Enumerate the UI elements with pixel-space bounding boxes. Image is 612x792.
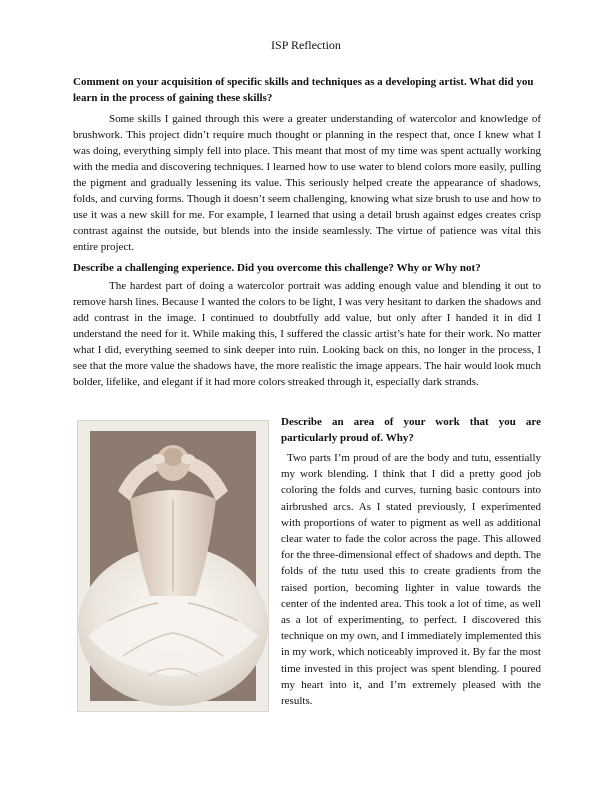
answer-1: Some skills I gained through this were a greater understanding of watercolor and knowledge of brushwork. This project didn’t require much thought or planning in the respect that, once I knew what I was doing, everything simply fell into place. This meant that most of my time was spent actually working with the media and discovering techniques. I learned how to use water to blend colors more easily, pulling the pigment and gradually lessening its value. This seriously helped create the appearance of shadows, folds, and curving forms. Though it doesn’t seem challenging, knowing what size brush to use and how to use it was a new skill for me. For example, I learned that using a detail brush against edges creates crisp contrast against the outside, but blends into the inside seamlessly. The virtue of patience was vital this entire project. — [73, 113, 541, 253]
question-3: Describe an area of your work that you are particularly proud of. Why? — [281, 416, 541, 445]
ballerina-painting — [78, 421, 268, 711]
answer-2: The hardest part of doing a watercolor portrait was adding enough value and blending it out to remove harsh lines. Because I wanted the colors to be light, I was very hesitant to darken the shadows and add contrast in the image. I continued to doubtfully add value, but only after I handed it in did I understand the need for it. While making this, I suffered the classic artist’s hate for their work. No matter what I did, everything seemed to sink deeper into ruin. Looking back on this, no longer in the process, I see that the more value the shadows have, the more realistic the image appears. The hair would look much bolder, lifelike, and elegant if it had more colors streaked through it, especially dark strands. — [73, 280, 541, 388]
page-title: ISP Reflection — [271, 38, 341, 52]
answer-3: Two parts I’m proud of are the body and tutu, essentially my work blending. I think that I did a pretty good job coloring the folds and curves, turning basic contours into airbrushed arcs. As I stated previously, I experimented with proportions of water to pigment as well as additional clear water to fade the color across the page. This allowed for the three-dimensional effect of shadows and depth. The folds of the tutu used this to create gradients from the raised portion, becoming lighter in value towards the center of the indented area. This took a lot of time, as well as a lot of experimenting, to perfect. I discovered this technique on my own, and I immediately implemented this in my work, which noticeably improved it. By far the most time invested in this project was spent blending. I poured my heart into it, and I’m extremely pleased with the results. — [281, 452, 541, 708]
ballerina-watercolor-image — [77, 420, 269, 712]
question-2: Describe a challenging experience. Did you overcome this challenge? Why or Why not? — [73, 262, 481, 274]
question-1: Comment on your acquisition of specific skills and techniques as a developing artist. What did you learn in the process of gaining these skills? — [73, 76, 534, 104]
